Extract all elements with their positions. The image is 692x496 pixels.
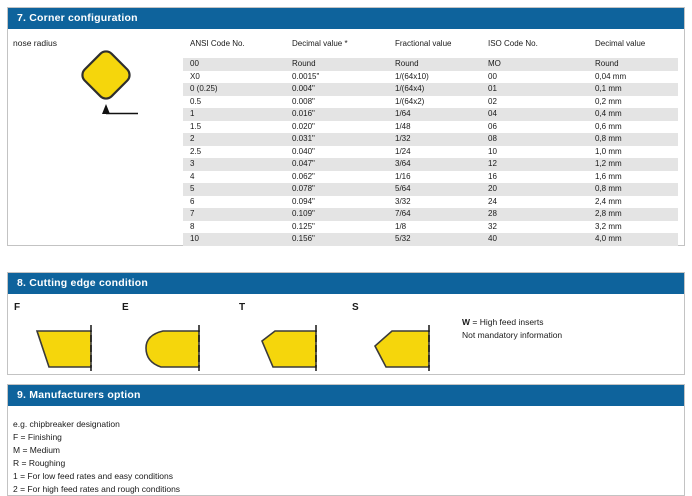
- diamond-insert-figure: [46, 45, 164, 136]
- section-manufacturers-option: [7, 384, 685, 496]
- table-cell: 1/24: [395, 146, 411, 156]
- option-line: M = Medium: [13, 445, 60, 455]
- table-cell: 1.5: [190, 121, 202, 131]
- table-cell: 32: [488, 221, 497, 231]
- table-row: [183, 133, 678, 146]
- section-title-bar: [8, 8, 684, 29]
- table-cell: 7: [183, 208, 285, 221]
- edge-letter: F: [14, 302, 21, 313]
- diamond-insert-icon: [46, 45, 164, 131]
- option-line: F = Finishing: [13, 432, 62, 442]
- table-cell: 1/16: [395, 171, 411, 181]
- table-cell: 0,6 mm: [595, 121, 622, 131]
- section-title-bar: [8, 385, 684, 406]
- section-cutting-edge-condition: [7, 272, 685, 375]
- chamfered-edge-insert-icon: [259, 324, 323, 377]
- edge-letter: T: [239, 302, 246, 313]
- table-cell: 3: [183, 158, 285, 171]
- section-title: 7. Corner configuration: [17, 12, 138, 24]
- table-cell: 10: [183, 233, 285, 246]
- table-row: [183, 121, 678, 134]
- table-cell: 0.008": [292, 96, 315, 106]
- table-cell: 16: [488, 171, 497, 181]
- option-line: e.g. chipbreaker designation: [13, 419, 120, 429]
- col-header-ansi-code: ANSI Code No.: [190, 39, 245, 48]
- table-cell: 1/(64x4): [388, 83, 481, 96]
- section-title-bar: [8, 273, 684, 294]
- table-cell: 1/64: [388, 108, 481, 121]
- table-row: [183, 183, 678, 196]
- table-row: [183, 158, 678, 171]
- edge-variant-t: [239, 302, 245, 313]
- table-cell: 0.5: [190, 96, 202, 106]
- table-cell: 20: [481, 183, 588, 196]
- table-cell: 0.156": [285, 233, 388, 246]
- chamfered-rounded-edge-insert-icon: [372, 324, 436, 377]
- rounded-edge-insert-icon: [142, 324, 206, 377]
- manufacturers-option-lines: [13, 418, 180, 496]
- edge-letter: E: [122, 302, 129, 313]
- table-cell: 0.004": [285, 83, 388, 96]
- table-cell: 10: [488, 146, 497, 156]
- cutting-edge-note: [462, 316, 562, 342]
- table-cell: 0.062": [292, 171, 315, 181]
- table-cell: 4: [190, 171, 195, 181]
- option-line: R = Roughing: [13, 458, 66, 468]
- cutting-content: [8, 294, 684, 374]
- table-cell: 3,2 mm: [595, 221, 622, 231]
- col-header-decimal-inch: Decimal value *: [292, 39, 348, 48]
- table-cell: 00: [183, 58, 285, 71]
- table-cell: 12: [481, 158, 588, 171]
- table-cell: 0.125": [292, 221, 315, 231]
- table-cell: 00: [488, 71, 497, 81]
- sharp-edge-insert-icon: [34, 324, 98, 377]
- corner-content: [8, 29, 684, 245]
- table-cell: 0,8 mm: [588, 133, 678, 146]
- table-row: [183, 171, 678, 184]
- table-cell: Round: [388, 58, 481, 71]
- edge-variant-f: [14, 302, 20, 313]
- table-cell: 24: [488, 196, 497, 206]
- table-cell: 0.047": [285, 158, 388, 171]
- table-cell: 06: [488, 121, 497, 131]
- table-row: [183, 146, 678, 159]
- section-corner-configuration: [7, 7, 685, 246]
- table-cell: 28: [481, 208, 588, 221]
- table-cell: 0,04 mm: [595, 71, 627, 81]
- col-header-decimal-mm: Decimal value: [595, 39, 646, 48]
- table-cell: 0,4 mm: [588, 108, 678, 121]
- table-cell: 01: [481, 83, 588, 96]
- table-cell: 40: [481, 233, 588, 246]
- note-w: W: [462, 317, 471, 327]
- table-cell: 1/(64x10): [395, 71, 429, 81]
- table-cell: Round: [285, 58, 388, 71]
- option-line: 2 = For high feed rates and rough conditions: [13, 484, 181, 494]
- table-cell: 1/48: [395, 121, 411, 131]
- table-cell: 1/8: [395, 221, 407, 231]
- table-cell: 0.0015": [292, 71, 320, 81]
- table-row: [183, 96, 678, 109]
- table-row: [183, 108, 678, 121]
- table-cell: 0,8 mm: [588, 183, 678, 196]
- option-line: 1 = For low feed rates and easy conditions: [13, 471, 173, 481]
- table-row: [183, 83, 678, 96]
- table-cell: 1/(64x2): [395, 96, 425, 106]
- table-header-row: [183, 37, 678, 58]
- note-line-1: [462, 316, 562, 329]
- table-cell: 5/32: [388, 233, 481, 246]
- table-cell: 0,2 mm: [595, 96, 622, 106]
- table-cell: 1,6 mm: [595, 171, 622, 181]
- table-cell: 3/32: [395, 196, 411, 206]
- table-row: [183, 221, 678, 234]
- corner-table-body: [183, 58, 678, 246]
- table-cell: 0.020": [292, 121, 315, 131]
- table-cell: 2.5: [190, 146, 202, 156]
- table-cell: Round: [588, 58, 678, 71]
- table-cell: 0.078": [285, 183, 388, 196]
- table-cell: 0.040": [292, 146, 315, 156]
- table-row: [183, 208, 678, 221]
- table-cell: MO: [481, 58, 588, 71]
- corner-configuration-table: [183, 37, 678, 246]
- table-cell: 1,2 mm: [588, 158, 678, 171]
- table-cell: 5/64: [388, 183, 481, 196]
- table-cell: 0,1 mm: [588, 83, 678, 96]
- table-cell: 1/32: [388, 133, 481, 146]
- table-cell: 6: [190, 196, 195, 206]
- table-cell: 8: [190, 221, 195, 231]
- table-cell: 2: [183, 133, 285, 146]
- table-cell: 7/64: [388, 208, 481, 221]
- table-cell: 0 (0.25): [183, 83, 285, 96]
- table-cell: 2,4 mm: [595, 196, 622, 206]
- edge-variant-e: [122, 302, 129, 313]
- col-header-fractional: Fractional value: [395, 39, 452, 48]
- table-row: [183, 196, 678, 209]
- table-cell: 04: [481, 108, 588, 121]
- table-row: [183, 71, 678, 84]
- col-header-iso-code: ISO Code No.: [488, 39, 538, 48]
- table-cell: X0: [190, 71, 200, 81]
- nose-radius-arrow-icon: [102, 104, 110, 114]
- table-cell: 4,0 mm: [588, 233, 678, 246]
- table-cell: 0.016": [285, 108, 388, 121]
- note-line-2: Not mandatory information: [462, 330, 563, 340]
- section-title: 8. Cutting edge condition: [17, 277, 148, 289]
- edge-letter: S: [352, 302, 359, 313]
- section-title: 9. Manufacturers option: [17, 389, 141, 401]
- note-rest: = High feed inserts: [470, 317, 544, 327]
- table-cell: 08: [481, 133, 588, 146]
- table-cell: 3/64: [388, 158, 481, 171]
- table-cell: 5: [183, 183, 285, 196]
- nose-radius-label: nose radius: [13, 38, 57, 48]
- table-cell: 0.031": [285, 133, 388, 146]
- manufacturers-content: [8, 406, 684, 495]
- table-cell: 0.094": [292, 196, 315, 206]
- table-row: [183, 58, 678, 71]
- table-row: [183, 233, 678, 246]
- table-cell: 0.109": [285, 208, 388, 221]
- table-cell: 1: [183, 108, 285, 121]
- table-cell: 02: [488, 96, 497, 106]
- table-cell: 1,0 mm: [595, 146, 622, 156]
- edge-variant-s: [352, 302, 359, 313]
- table-cell: 2,8 mm: [588, 208, 678, 221]
